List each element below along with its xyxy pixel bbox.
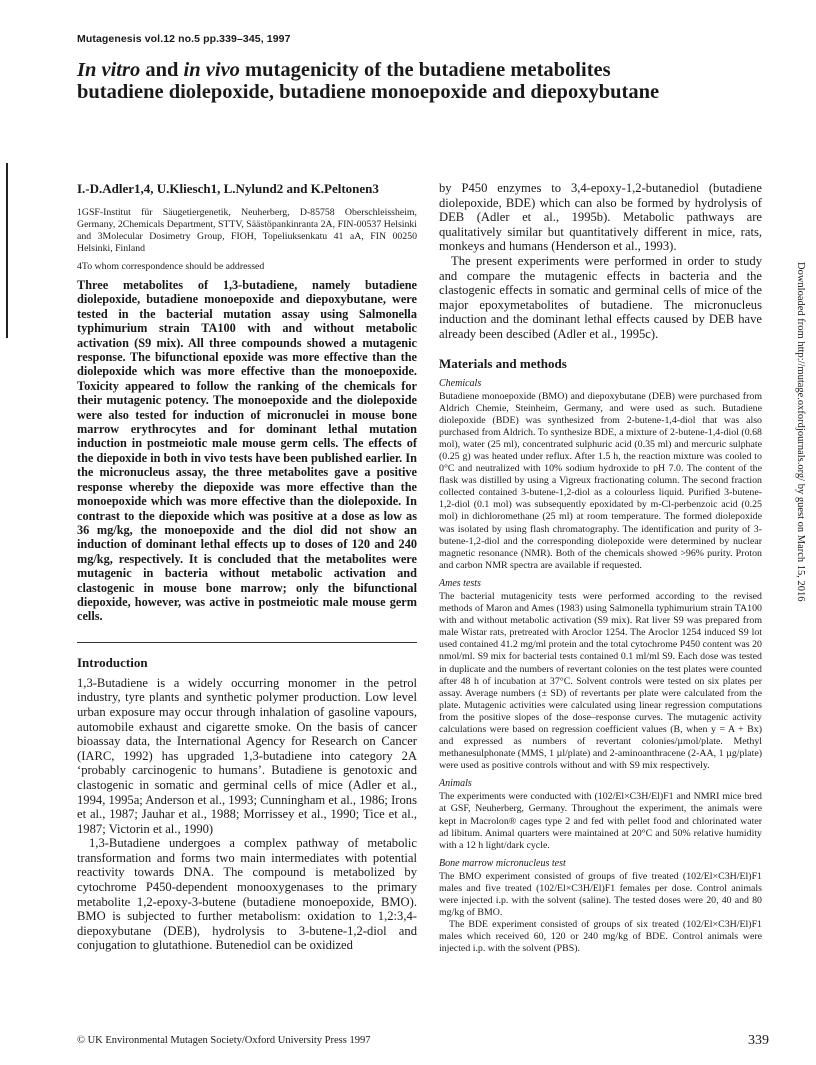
intro-paragraph-1: 1,3-Butadiene is a widely occurring monomer in the petrol industry, tyre plants and synthetic polymer production. Low level urban exposure may occur through inhalation of gasoline vapours, automobile exhaust and cigarette smoke. On the basis of cancer bioassay data, the International Agency for Research on Cancer (IARC, 1992) has upgraded 1,3-butadiene into category 2A ‘probably carcinogenic to humans’. Butadiene is genotoxic and clastogenic in somatic and germinal cells of mice (Adler et al., 1994, 1995a; Anderson et al., 1993; Cunningham et al., 1986; Irons et al., 1987; Jauhar et al., 1988; Morrissey et al., 1990; Tice et al., 1987; Victorin et al., 1990) [77, 675, 417, 836]
correspondence-note: 4To whom correspondence should be addressed [77, 261, 265, 272]
intro-paragraph-3: by P450 enzymes to 3,4-epoxy-1,2-butanediol (butadiene diolepoxide, BDE) which can also be formed by hydrolysis of DEB (Adler et al., 1995b). Metabolic pathways are qualitatively similar but quantitatively different in mice, rats, monkeys and humans (Henderson et al., 1993). [439, 181, 762, 254]
divider [77, 642, 417, 643]
title-invitro: In vitro [77, 59, 141, 81]
introduction-heading: Introduction [77, 654, 148, 670]
micronucleus-text-2: The BDE experiment consisted of groups of six treated (102/El×C3H/El)F1 males which received 60, 120 or 240 mg/kg of BDE. Control animals were injected i.p. with the solvent (PBS). [439, 919, 762, 955]
affiliations: 1GSF-Institut für Säugetiergenetik, Neuherberg, D-85758 Oberschleissheim, Germany, 2Chemicals Department, STTV, Säästöpankinranta 2A, FIN-00537 Helsinki and 3Molecular Dosimetry Group, FIOH, Topeliuksenkatu 41 aA, FIN 00250 Helsinki, Finland [77, 207, 417, 254]
abstract: Three metabolites of 1,3-butadiene, namely butadiene diolepoxide, butadiene monoepoxide and diepoxybutane, were tested in the bacterial mutation assay using Salmonella typhimurium strain TA100 with and without metabolic activation (S9 mix). All three compounds showed a mutagenic response. The bifunctional epoxide was more effective than the diolepoxide which was more effective than the monoepoxide. Toxicity appeared to follow the ranking of the chemicals for their mutagenic potency. The monoepoxide and the diolepoxide were also tested for induction of micronuclei in mouse bone marrow erythrocytes and for dominant lethal mutation induction in postmeiotic male mouse germ cells. The effects of the diepoxide in both in vivo tests have been published earlier. In the micronucleus assay, the three metabolites gave a positive response whereby the diepoxide was more effective than the monoepoxide which was more effective than the diolepoxide. In contrast to the diepoxide which was positive at a dose as low as 36 mg/kg, the monoepoxide and the diol did not show an induction of dominant lethal effects up to doses of 120 and 240 mg/kg, respectively. It is concluded that the metabolites were mutagenic in bacteria without metabolic activation and clastogenic in mouse bone marrow; only the bifunctional diepoxide, however, was active in postmeiotic male mouse germ cells. [77, 278, 417, 624]
title-rest: mutagenicity of the butadiene metabolites [239, 59, 611, 81]
animals-heading: Animals [439, 778, 472, 790]
title-and: and [140, 59, 184, 81]
ames-heading: Ames tests [439, 577, 481, 589]
methods-heading: Materials and methods [439, 355, 567, 371]
right-column [439, 181, 762, 955]
margin-mark [6, 163, 8, 338]
page-number: 339 [748, 1033, 769, 1048]
title-line-1 [77, 59, 757, 81]
authors: I.-D.Adler1,4, U.Kliesch1, L.Nylund2 and K.Peltonen3 [77, 181, 379, 196]
copyright: © UK Environmental Mutagen Society/Oxford University Press 1997 [77, 1035, 371, 1046]
chemicals-heading: Chemicals [439, 377, 482, 389]
animals-text: The experiments were conducted with (102/El×C3H/El)F1 and NMRI mice bred at GSF, Neuherberg, Germany. Throughout the experiment, the animals were kept in Macrolon® cages type 2 and fed with pellet food and chlorinated water ad libitum. Animal quarters were maintained at 20°C and 50% relative humidity with a 12 h light/dark cycle. [439, 791, 762, 851]
title-invivo: in vivo [183, 59, 240, 81]
left-column [77, 181, 417, 953]
title-line-2: butadiene diolepoxide, butadiene monoepoxide and diepoxybutane [77, 81, 660, 103]
chemicals-text: Butadiene monoepoxide (BMO) and diepoxybutane (DEB) were purchased from Aldrich Chemie, Steinheim, Germany, and were used as such. Butadiene diolepoxide (BDE) was synthesized from 2-butene-1,4-diol that was also purchased from Aldrich. To synthesize BDE, a mixture of 2-butene-1,4-diol (0.68 mol), water (25 ml), concentrated sulphuric acid (0.35 ml) and mercuric sulphate (0.25 g) was heated under reflux. After 1.5 h, the reaction mixture was cooled to 0°C and neutralized with 10% sodium hydroxide to pH 7.0. The content of the flask was distilled by using a Vigreux fractionating column. The second fraction collected contained 3-butene-1,2-diol as a colourless liquid. Purified 3-butene-1,2-diol (0.1 mol) was subsequently epoxidated by m-Cl-perbenzoic acid (0.25 mol) in dichloromethane (25 ml) at room temperature. The formed diolepoxide was isolated by using flash chromatography. The identification and purity of 3-butene-1,2-diol and the corresponding diolepoxide were determined by nuclear magnetic resonance (NMR). Both of the chemicals showed >96% purity. Proton and carbon NMR spectra are available if requested. [439, 390, 762, 571]
article-title [77, 59, 757, 103]
intro-paragraph-2: 1,3-Butadiene undergoes a complex pathway of metabolic transformation and forms two main intermediates with potential reactivity towards DNA. The compound is metabolized by cytochrome P450-dependent monooxygenases to the primary metabolite 1,2-epoxy-3-butene (butadiene monoepoxide, BMO). BMO is subjected to further metabolism: oxidation to 1,2:3,4-diepoxybutane (DEB), hydrolysis to 3-butene-1,2-diol and conjugation to glutathione. Butenediol can be oxidized [77, 836, 417, 953]
ames-text: The bacterial mutagenicity tests were performed according to the revised methods of Maron and Ames (1983) using Salmonella typhimurium strain TA100 with and without metabolic activation (S9 mix). Rat liver S9 was prepared from male Wistar rats, pretreated with Aroclor 1254. The Aroclor 1254 induced S9 lot used contained 41.2 mg/ml protein and the total cytochrome P450 content was 20 nmol/ml. S9 mix for bacterial tests contained 0.1 ml/ml S9. Each dose was tested in duplicate and the numbers of revertant colonies on the test plates were counted after 48 h of incubation at 37°C. Solvent controls were tested on six plates per assay. Average numbers (± SD) of revertants per plate were calculated from the plate. Mutagenic activities were calculated using linear regression computations from the positive slopes of the dose–response curves. The mutagenic activity calculations were based on regression coefficient values (B, when y = A + Bx) and expressed as numbers of revertant colonies/µmol/plate. Methyl methanesulphonate (MMS, 1 µl/plate) and 2-aminoanthracene (2-AA, 1 µg/plate) were used as positive controls without and with S9 mix respectively. [439, 590, 762, 772]
intro-paragraph-4: The present experiments were performed in order to study and compare the mutagenic effects in bacteria and the clastogenic effects in somatic and germinal cells of mice of the major epoxymetabolites of butadiene. The micronucleus induction and the dominant lethal effects caused by DEB have already been descibed (Adler et al., 1995c). [439, 253, 762, 341]
micronucleus-heading: Bone marrow micronucleus test [439, 857, 566, 869]
micronucleus-text-1: The BMO experiment consisted of groups of five treated (102/El×C3H/El)F1 males and five treated (102/El×C3H/El)F1 females per dose. Control animals were injected i.p. with the solvent (saline). The tested doses were 20, 40 and 80 mg/kg of BMO. [439, 870, 762, 919]
journal-citation: Mutagenesis vol.12 no.5 pp.339–345, 1997 [77, 33, 291, 45]
download-watermark [790, 262, 810, 782]
download-watermark-text: Downloaded from http://mutage.oxfordjournals.org/ by guest on March 15, 2016 [795, 262, 806, 602]
